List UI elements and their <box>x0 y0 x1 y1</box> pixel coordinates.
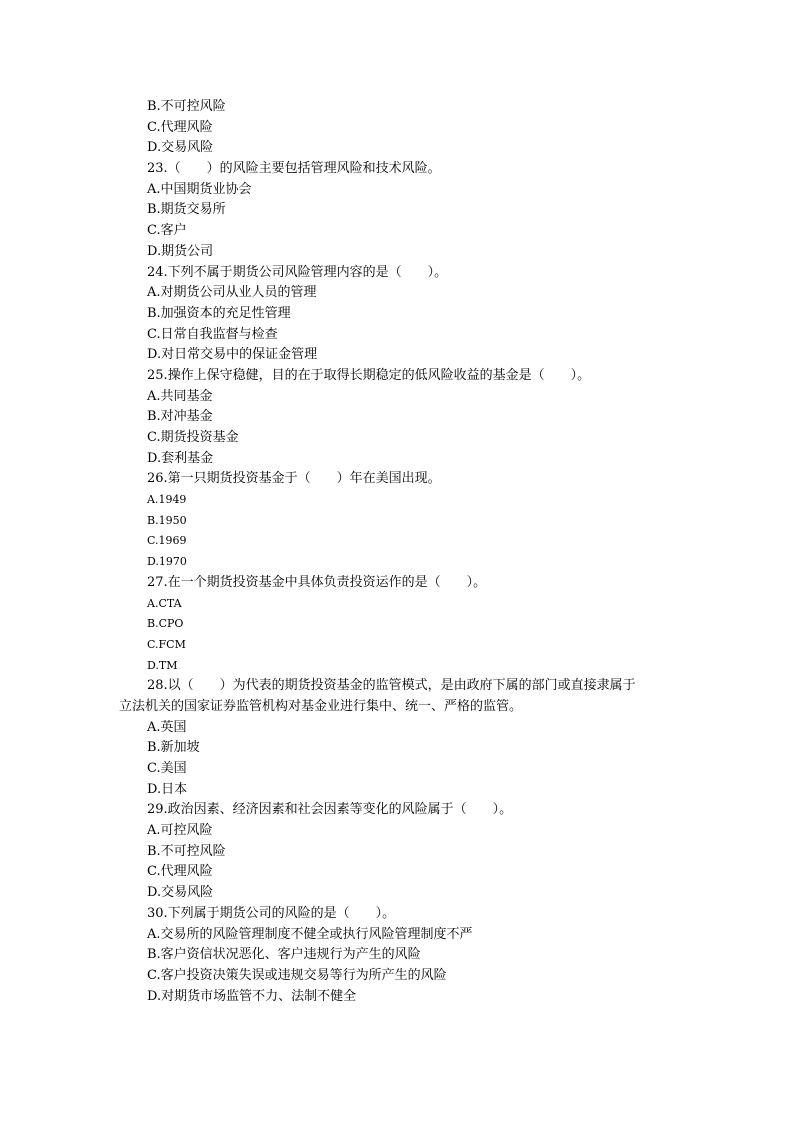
q28-option-b: B.新加坡 <box>147 740 200 756</box>
q28-question-line2: 立法机关的国家证券监管机构对基金业进行集中、统一、严格的监管。 <box>119 698 523 714</box>
q22-option-b: B.不可控风险 <box>147 99 226 114</box>
q29-option-a: A.可控风险 <box>147 823 213 839</box>
q23-option-a: A.中国期货业协会 <box>147 181 252 197</box>
q24-option-c: C.日常自我监督与检查 <box>147 326 278 342</box>
q23-question: 23.（ ）的风险主要包括管理风险和技术风险。 <box>147 161 441 177</box>
q30-question: 30.下列属于期货公司的风险的是（ ）。 <box>147 905 396 921</box>
q24-question: 24.下列不属于期货公司风险管理内容的是（ ）。 <box>147 264 448 280</box>
q23-option-c: C.客户 <box>147 223 187 239</box>
q27-option-b: B.CPO <box>147 617 184 631</box>
q26-question: 26.第一只期货投资基金于（ ）年在美国出现。 <box>147 471 441 487</box>
q26-option-a: A.1949 <box>147 493 187 507</box>
q30-option-d: D.对期货市场监管不力、法制不健全 <box>147 988 357 1004</box>
q24-option-d: D.对日常交易中的保证金管理 <box>147 347 318 363</box>
q22-option-c: C.代理风险 <box>147 119 213 135</box>
q28-option-c: C.美国 <box>147 761 187 776</box>
q27-question: 27.在一个期货投资基金中具体负责投资运作的是（ ）。 <box>147 574 487 590</box>
q27-option-a: A.CTA <box>147 596 182 610</box>
q25-option-c: C.期货投资基金 <box>147 430 239 445</box>
q28-option-a: A.英国 <box>147 719 187 735</box>
q25-option-b: B.对冲基金 <box>147 409 213 425</box>
q25-question: 25.操作上保守稳健，目的在于取得长期稳定的低风险收益的基金是（ ）。 <box>147 367 591 383</box>
q29-option-d: D.交易风险 <box>147 885 214 901</box>
q27-option-d: D.TM <box>147 658 178 672</box>
q24-option-a: A.对期货公司从业人员的管理 <box>147 285 317 301</box>
document-page <box>0 97 794 1007</box>
q28-option-d: D.日本 <box>147 781 188 797</box>
q23-option-d: D.期货公司 <box>147 243 214 259</box>
q24-option-b: B.加强资本的充足性管理 <box>147 305 291 321</box>
q26-option-c: C.1969 <box>147 534 187 548</box>
q29-option-c: C.代理风险 <box>147 864 213 880</box>
q23-option-b: B.期货交易所 <box>147 202 226 218</box>
q29-option-b: B.不可控风险 <box>147 843 226 859</box>
q22-option-d: D.交易风险 <box>147 140 214 156</box>
q30-option-a: A.交易所的风险管理制度不健全或执行风险管理制度不严 <box>147 926 473 942</box>
q30-option-c: C.客户投资决策失误或违规交易等行为所产生的风险 <box>147 967 447 983</box>
q25-option-a: A.共同基金 <box>147 388 213 404</box>
q29-question: 29.政治因素、经济因素和社会因素等变化的风险属于（ ）。 <box>147 802 513 818</box>
q28-question-line1: 28.以（ ）为代表的期货投资基金的监管模式，是由政府下属的部门或直接隶属于 <box>147 678 636 694</box>
q26-option-b: B.1950 <box>147 513 187 527</box>
q27-option-c: C.FCM <box>147 637 186 651</box>
q30-option-b: B.客户资信状况恶化、客户违规行为产生的风险 <box>147 947 421 963</box>
q26-option-d: D.1970 <box>147 555 187 569</box>
q25-option-d: D.套利基金 <box>147 450 214 466</box>
